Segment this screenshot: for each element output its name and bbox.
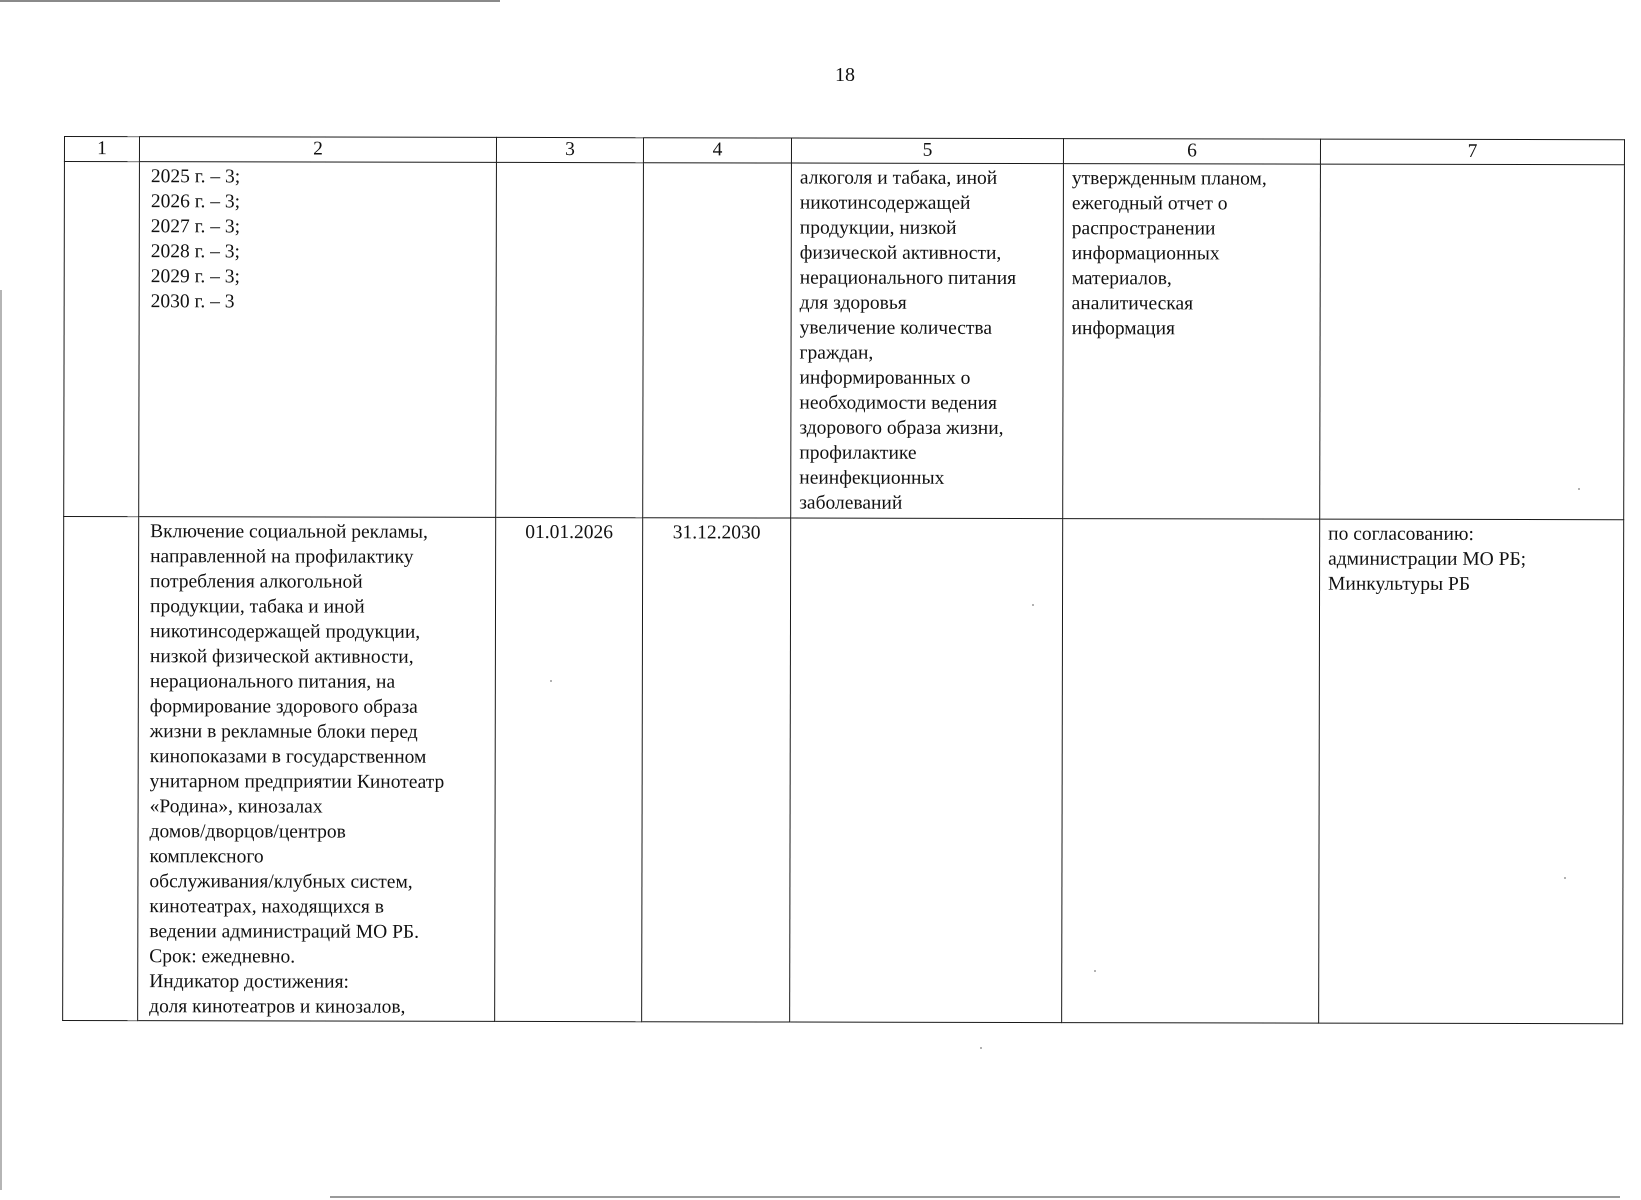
column-header-5: 5 bbox=[791, 138, 1063, 164]
column-header-2: 2 bbox=[139, 137, 496, 163]
text-line: 2029 г. – 3; bbox=[150, 266, 240, 288]
table-row-continued bbox=[64, 162, 1625, 520]
text-line: направленной на профилактику bbox=[150, 546, 414, 568]
text-line: информация bbox=[1071, 318, 1176, 340]
document-table bbox=[62, 136, 1625, 1024]
text-line: утвержденным планом, bbox=[1071, 168, 1267, 190]
scan-speck bbox=[1094, 970, 1096, 972]
text-line: администрации МО РБ; bbox=[1328, 548, 1527, 571]
text-line: информированных о bbox=[799, 367, 971, 389]
text-line: ежегодный отчет о bbox=[1071, 193, 1228, 215]
cell-number bbox=[63, 517, 139, 1021]
text-line: ведении администраций МО РБ. bbox=[149, 921, 420, 943]
text-line: здорового образа жизни, bbox=[799, 417, 1004, 439]
text-line: 2030 г. – 3 bbox=[150, 291, 235, 313]
column-header-3: 3 bbox=[496, 137, 643, 162]
cell-number bbox=[64, 162, 140, 517]
text-line: потребления алкогольной bbox=[150, 571, 363, 593]
text-line: материалов, bbox=[1071, 268, 1172, 290]
text-line: продукции, табака и иной bbox=[149, 596, 365, 618]
text-line: 2028 г. – 3; bbox=[150, 241, 240, 263]
text-line: 2026 г. – 3; bbox=[150, 191, 241, 213]
text-line: низкой физической активности, bbox=[149, 646, 414, 668]
text-line: жизни в рекламные блоки перед bbox=[149, 721, 418, 743]
scan-speck bbox=[1564, 877, 1566, 879]
cell-end-date: 31.12.2030 bbox=[642, 518, 791, 1022]
text-line: формирование здорового образа bbox=[149, 696, 418, 718]
scan-speck bbox=[980, 1047, 982, 1049]
text-line: Срок: ежедневно. bbox=[149, 946, 296, 968]
table-header-row bbox=[64, 137, 1624, 165]
text-line: для здоровья bbox=[799, 292, 907, 314]
text-line: профилактике bbox=[799, 442, 917, 464]
scan-speck bbox=[1032, 604, 1034, 606]
text-line: информационных bbox=[1071, 243, 1220, 265]
page-number: 18 bbox=[835, 64, 855, 86]
cell-control-form bbox=[1062, 519, 1320, 1024]
column-header-1: 1 bbox=[64, 137, 139, 162]
text-line: унитарном предприятии Кинотеатр bbox=[149, 771, 445, 793]
text-line: нерационального питания, на bbox=[149, 671, 396, 693]
text-line: граждан, bbox=[799, 342, 874, 364]
text-line: алкоголя и табака, иной bbox=[799, 167, 998, 189]
text-line: по согласованию: bbox=[1328, 523, 1474, 545]
text-line: никотинсодержащей продукции, bbox=[149, 621, 421, 643]
cell-start-date: 01.01.2026 bbox=[495, 517, 643, 1021]
text-line: Минкультуры РБ bbox=[1328, 573, 1471, 595]
text-line: домов/дворцов/центров bbox=[149, 821, 346, 843]
text-line: кинопоказами в государственном bbox=[149, 746, 427, 768]
cell-responsible bbox=[1319, 519, 1624, 1024]
cell-end-date bbox=[643, 163, 792, 518]
column-header-7: 7 bbox=[1320, 139, 1624, 165]
text-line: Индикатор достижения: bbox=[149, 971, 350, 993]
column-header-6: 6 bbox=[1063, 139, 1320, 165]
scan-edge-top bbox=[0, 0, 500, 2]
scan-edge-bottom bbox=[330, 1196, 1620, 1198]
text-line: продукции, низкой bbox=[799, 217, 957, 239]
cell-expected-result bbox=[790, 518, 1063, 1023]
text-line: нерационального питания bbox=[799, 267, 1017, 289]
cell-indicator-values bbox=[139, 162, 497, 518]
table-row-social-advertising bbox=[63, 517, 1624, 1024]
column-header-4: 4 bbox=[643, 138, 791, 163]
text-line: распространении bbox=[1071, 218, 1216, 240]
cell-event-description bbox=[138, 517, 496, 1022]
text-line: необходимости ведения bbox=[799, 392, 998, 414]
text-line: аналитическая bbox=[1071, 293, 1194, 315]
text-line: кинотеатрах, находящихся в bbox=[149, 896, 385, 918]
scan-speck bbox=[1578, 488, 1580, 490]
text-line: 2027 г. – 3; bbox=[150, 216, 241, 238]
cell-control-form bbox=[1063, 164, 1321, 520]
text-line: никотинсодержащей bbox=[799, 192, 971, 214]
text-line: 2025 г. – 3; bbox=[150, 166, 241, 188]
text-line: комплексного bbox=[149, 846, 264, 868]
cell-expected-result bbox=[791, 163, 1064, 519]
scan-speck bbox=[550, 680, 552, 682]
cell-start-date bbox=[496, 162, 644, 517]
text-line: доля кинотеатров и кинозалов, bbox=[149, 996, 406, 1018]
text-line: неинфекционных bbox=[799, 467, 945, 489]
cell-responsible bbox=[1320, 164, 1625, 520]
text-line: Включение социальной рекламы, bbox=[150, 521, 428, 543]
text-line: физической активности, bbox=[799, 242, 1002, 264]
scan-edge-left bbox=[0, 290, 2, 1190]
text-line: заболеваний bbox=[799, 492, 903, 514]
text-line: обслуживания/клубных систем, bbox=[149, 871, 413, 893]
text-line: увеличение количества bbox=[799, 317, 993, 339]
text-line: «Родина», кинозалах bbox=[149, 796, 323, 818]
